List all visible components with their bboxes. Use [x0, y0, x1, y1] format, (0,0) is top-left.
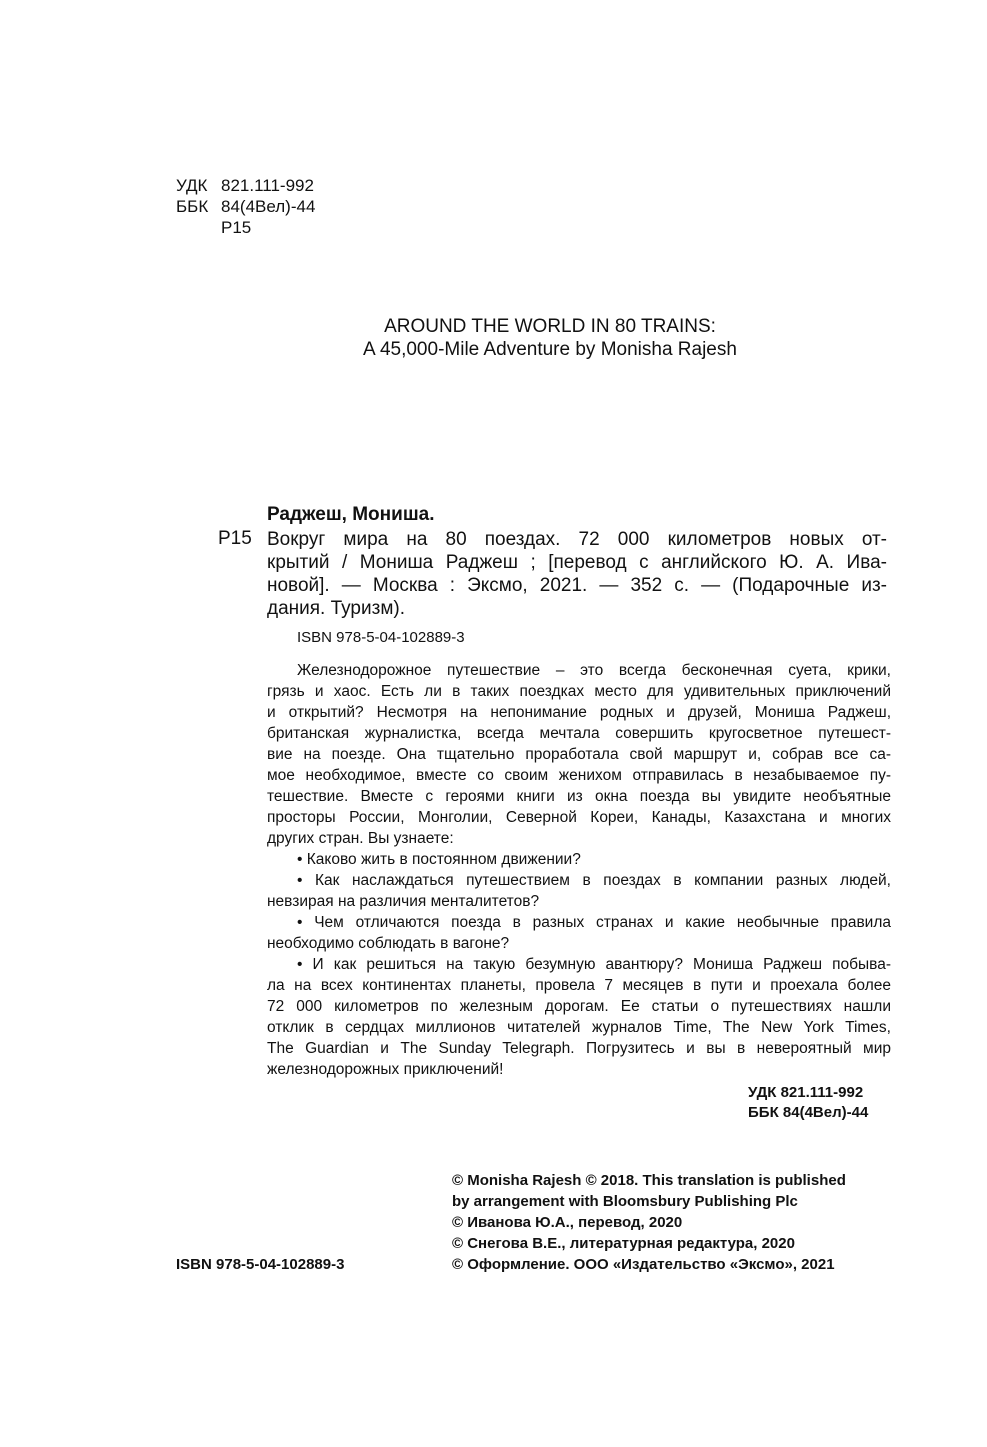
bbk-code	[176, 196, 315, 217]
entry-line: дания. Туризм).	[267, 598, 405, 619]
author-mark-entry: Р15	[218, 528, 252, 549]
original-title-line-2: A 45,000-Mile Adventure by Monisha Rajesh	[363, 339, 737, 360]
annotation-line: отклик в сердцах миллионов читателей журналов Time, The New York Times,	[267, 1019, 891, 1036]
annotation-line: вие на поезде. Она тщательно проработала свой маршрут и, собрав все са-	[267, 746, 891, 763]
udk-code-bottom: УДК 821.111-992	[748, 1084, 864, 1101]
annotation-line: необходимо соблюдать в вагоне?	[267, 935, 510, 952]
annotation-line: тешествие. Вместе с героями книги из окна поезда вы увидите необъятные	[267, 788, 891, 805]
annotation-line: невзирая на различия менталитетов?	[267, 893, 540, 910]
entry-line: новой]. — Москва : Эксмо, 2021. — 352 с. — (Подарочные из-	[267, 575, 887, 596]
author-mark-top: Р15	[221, 218, 252, 237]
bbk-value: 84(4Вел)-44	[221, 197, 316, 216]
annotation-line: других стран. Вы узнаете:	[267, 830, 454, 847]
author-heading: Раджеш, Мониша.	[267, 504, 435, 525]
copyright-line: by arrangement with Bloomsbury Publishing Plc	[452, 1193, 798, 1210]
annotation-line: грязь и хаос. Есть ли в таких поездках место для удивительных приключений	[267, 683, 891, 700]
annotation-line: железнодорожных приключений!	[267, 1061, 504, 1078]
annotation-bullet: • Чем отличаются поезда в разных странах и какие необычные правила	[297, 914, 891, 931]
udk-label: УДК	[176, 176, 208, 195]
udk-value: 821.111-992	[221, 176, 314, 195]
annotation-bullet: • Как наслаждаться путешествием в поездах в компании разных людей,	[297, 872, 891, 889]
copyright-line: © Иванова Ю.А., перевод, 2020	[452, 1214, 683, 1231]
isbn-bottom: ISBN 978-5-04-102889-3	[176, 1256, 345, 1273]
annotation-line: британская журналистка, всегда мечтала совершить кругосветное путешест-	[267, 725, 891, 742]
udk-code	[176, 175, 314, 196]
copyright-line: © Monisha Rajesh © 2018. This translation is published	[452, 1172, 846, 1189]
annotation-bullet: • Каково жить в постоянном движении?	[297, 851, 581, 868]
annotation-line: ла на всех континентах планеты, провела 7 месяцев в пути и проехала более	[267, 977, 891, 994]
annotation-line: просторы России, Монголии, Северной Кореи, Канады, Казахстана и многих	[267, 809, 891, 826]
annotation-line: Железнодорожное путешествие – это всегда бесконечная суета, крики,	[297, 662, 891, 679]
bbk-code-bottom: ББК 84(4Вел)-44	[748, 1104, 869, 1121]
annotation-bullet: • И как решиться на такую безумную авантюру? Мониша Раджеш побыва-	[297, 956, 891, 973]
entry-line: Вокруг мира на 80 поездах. 72 000 километров новых от-	[267, 529, 887, 550]
bbk-label: ББК	[176, 197, 209, 216]
annotation-line: 72 000 километров по железным дорогам. Ее статьи о путешествиях нашли	[267, 998, 891, 1015]
annotation-line: мое необходимое, вместе со своим женихом отправилась в незабываемое пу-	[267, 767, 891, 784]
copyright-line: © Оформление. ООО «Издательство «Эксмо», 2021	[452, 1256, 835, 1273]
copyright-line: © Снегова В.Е., литературная редактура, 2020	[452, 1235, 795, 1252]
entry-line: крытий / Мониша Раджеш ; [перевод с английского Ю. А. Ива-	[267, 552, 887, 573]
entry-isbn: ISBN 978-5-04-102889-3	[297, 629, 465, 646]
annotation-line: и открытий? Несмотря на непонимание родных и друзей, Мониша Раджеш,	[267, 704, 891, 721]
annotation-line: The Guardian и The Sunday Telegraph. Погрузитесь и вы в невероятный мир	[267, 1040, 891, 1057]
original-title-line-1: AROUND THE WORLD IN 80 TRAINS:	[384, 316, 716, 337]
